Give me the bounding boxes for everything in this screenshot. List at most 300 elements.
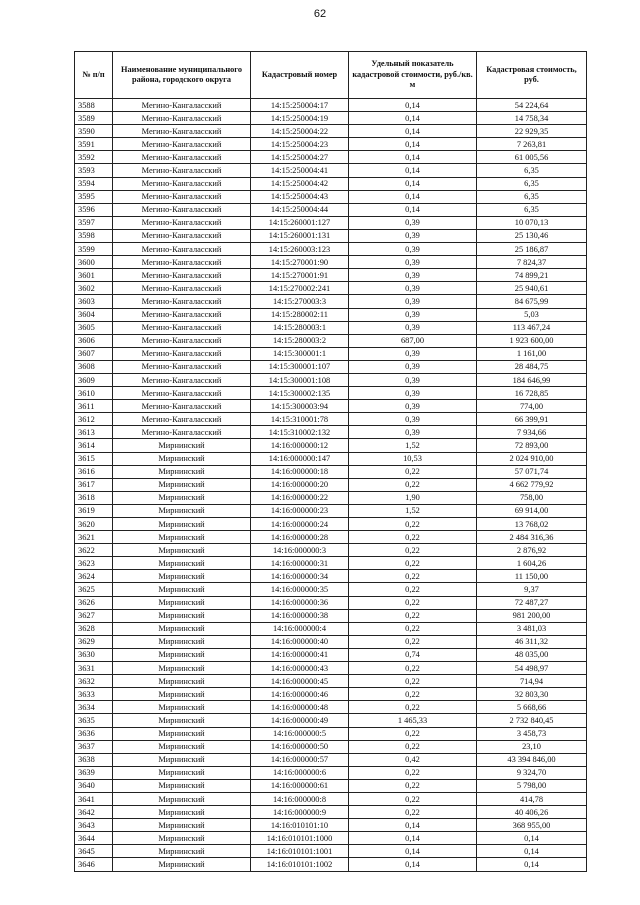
cadastral-cost: 32 803,30 xyxy=(477,688,587,701)
district-name: Мирнинский xyxy=(113,819,251,832)
cadastral-number: 14:16:000000:147 xyxy=(251,452,349,465)
district-name: Мегино-Кангаласский xyxy=(113,203,251,216)
specific-value: 1,52 xyxy=(349,504,477,517)
cadastral-cost: 774,00 xyxy=(477,400,587,413)
row-number: 3620 xyxy=(75,518,113,531)
row-number: 3598 xyxy=(75,229,113,242)
row-number: 3619 xyxy=(75,504,113,517)
cadastral-cost: 6,35 xyxy=(477,203,587,216)
specific-value: 0,39 xyxy=(349,216,477,229)
row-number: 3589 xyxy=(75,112,113,125)
row-number: 3637 xyxy=(75,740,113,753)
row-number: 3611 xyxy=(75,400,113,413)
specific-value: 0,22 xyxy=(349,622,477,635)
row-number: 3604 xyxy=(75,308,113,321)
cadastral-number: 14:16:000000:48 xyxy=(251,701,349,714)
table-row xyxy=(75,99,587,112)
cadastral-number: 14:15:260001:127 xyxy=(251,216,349,229)
district-name: Мегино-Кангаласский xyxy=(113,387,251,400)
table-row xyxy=(75,243,587,256)
district-name: Мирнинский xyxy=(113,544,251,557)
cadastral-number: 14:16:000000:46 xyxy=(251,688,349,701)
cadastral-number: 14:15:260003:123 xyxy=(251,243,349,256)
specific-value: 0,39 xyxy=(349,347,477,360)
cadastral-number: 14:16:000000:18 xyxy=(251,465,349,478)
cadastral-cost: 54 224,64 xyxy=(477,99,587,112)
cadastral-cost: 6,35 xyxy=(477,177,587,190)
table-row xyxy=(75,465,587,478)
table-body xyxy=(75,99,587,872)
row-number: 3618 xyxy=(75,491,113,504)
table-row xyxy=(75,518,587,531)
district-name: Мегино-Кангаласский xyxy=(113,295,251,308)
table-row xyxy=(75,740,587,753)
cadastral-number: 14:15:250004:17 xyxy=(251,99,349,112)
row-number: 3616 xyxy=(75,465,113,478)
specific-value: 0,14 xyxy=(349,138,477,151)
specific-value: 687,00 xyxy=(349,334,477,347)
specific-value: 0,22 xyxy=(349,806,477,819)
cadastral-cost: 6,35 xyxy=(477,190,587,203)
row-number: 3606 xyxy=(75,334,113,347)
cadastral-cost: 5 668,66 xyxy=(477,701,587,714)
specific-value: 0,14 xyxy=(349,190,477,203)
specific-value: 0,39 xyxy=(349,269,477,282)
cadastral-number: 14:16:000000:9 xyxy=(251,806,349,819)
cadastral-cost: 2 876,92 xyxy=(477,544,587,557)
row-number: 3642 xyxy=(75,806,113,819)
table-row xyxy=(75,583,587,596)
specific-value: 0,39 xyxy=(349,295,477,308)
row-number: 3626 xyxy=(75,596,113,609)
table-row xyxy=(75,452,587,465)
cadastral-number: 14:16:000000:28 xyxy=(251,531,349,544)
table-row xyxy=(75,282,587,295)
cadastral-cost: 28 484,75 xyxy=(477,360,587,373)
cadastral-cost: 48 035,00 xyxy=(477,648,587,661)
specific-value: 0,22 xyxy=(349,701,477,714)
table-row xyxy=(75,426,587,439)
row-number: 3624 xyxy=(75,570,113,583)
specific-value: 0,22 xyxy=(349,478,477,491)
specific-value: 0,22 xyxy=(349,766,477,779)
row-number: 3634 xyxy=(75,701,113,714)
row-number: 3629 xyxy=(75,635,113,648)
cadastral-number: 14:16:010101:1002 xyxy=(251,858,349,871)
district-name: Мирнинский xyxy=(113,779,251,792)
row-number: 3633 xyxy=(75,688,113,701)
table-row xyxy=(75,675,587,688)
district-name: Мирнинский xyxy=(113,832,251,845)
row-number: 3588 xyxy=(75,99,113,112)
cadastral-number: 14:16:000000:34 xyxy=(251,570,349,583)
specific-value: 0,39 xyxy=(349,426,477,439)
table-row xyxy=(75,727,587,740)
table-row xyxy=(75,112,587,125)
table-row xyxy=(75,701,587,714)
district-name: Мегино-Кангаласский xyxy=(113,413,251,426)
cadastral-number: 14:16:000000:3 xyxy=(251,544,349,557)
district-name: Мирнинский xyxy=(113,583,251,596)
table-row xyxy=(75,557,587,570)
table-row xyxy=(75,387,587,400)
cadastral-cost: 184 646,99 xyxy=(477,373,587,386)
table-row xyxy=(75,766,587,779)
district-name: Мегино-Кангаласский xyxy=(113,151,251,164)
cadastral-number: 14:15:260001:131 xyxy=(251,229,349,242)
cadastral-cost: 74 899,21 xyxy=(477,269,587,282)
table-row xyxy=(75,832,587,845)
specific-value: 0,22 xyxy=(349,596,477,609)
specific-value: 0,22 xyxy=(349,688,477,701)
district-name: Мирнинский xyxy=(113,491,251,504)
specific-value: 0,14 xyxy=(349,164,477,177)
table-row xyxy=(75,125,587,138)
table-row xyxy=(75,229,587,242)
district-name: Мирнинский xyxy=(113,688,251,701)
table-row xyxy=(75,413,587,426)
cadastral-number: 14:16:000000:31 xyxy=(251,557,349,570)
table-row xyxy=(75,269,587,282)
cadastral-cost: 2 484 316,36 xyxy=(477,531,587,544)
cadastral-cost: 1 923 600,00 xyxy=(477,334,587,347)
cadastral-cost: 23,10 xyxy=(477,740,587,753)
specific-value: 0,14 xyxy=(349,858,477,871)
row-number: 3625 xyxy=(75,583,113,596)
cadastral-cost: 57 071,74 xyxy=(477,465,587,478)
row-number: 3595 xyxy=(75,190,113,203)
cadastral-cost: 6,35 xyxy=(477,164,587,177)
cadastral-number: 14:16:000000:23 xyxy=(251,504,349,517)
table-row xyxy=(75,151,587,164)
cadastral-number: 14:16:000000:40 xyxy=(251,635,349,648)
specific-value: 0,14 xyxy=(349,112,477,125)
table-row xyxy=(75,570,587,583)
row-number: 3645 xyxy=(75,845,113,858)
table-row xyxy=(75,347,587,360)
cadastral-number: 14:15:300001:108 xyxy=(251,373,349,386)
district-name: Мирнинский xyxy=(113,845,251,858)
district-name: Мегино-Кангаласский xyxy=(113,308,251,321)
cadastral-number: 14:16:000000:36 xyxy=(251,596,349,609)
district-name: Мегино-Кангаласский xyxy=(113,256,251,269)
row-number: 3623 xyxy=(75,557,113,570)
cadastral-number: 14:16:010101:1001 xyxy=(251,845,349,858)
row-number: 3599 xyxy=(75,243,113,256)
cadastral-number: 14:16:000000:6 xyxy=(251,766,349,779)
cadastral-number: 14:15:300001:1 xyxy=(251,347,349,360)
cadastral-cost: 10 070,13 xyxy=(477,216,587,229)
table-row xyxy=(75,256,587,269)
district-name: Мегино-Кангаласский xyxy=(113,138,251,151)
cadastral-number: 14:16:000000:20 xyxy=(251,478,349,491)
cadastral-cost: 54 498,97 xyxy=(477,662,587,675)
table-row xyxy=(75,779,587,792)
row-number: 3631 xyxy=(75,662,113,675)
row-number: 3646 xyxy=(75,858,113,871)
district-name: Мегино-Кангаласский xyxy=(113,400,251,413)
cadastral-number: 14:16:000000:12 xyxy=(251,439,349,452)
table-row xyxy=(75,190,587,203)
cadastral-cost: 2 732 840,45 xyxy=(477,714,587,727)
district-name: Мирнинский xyxy=(113,806,251,819)
cadastral-number: 14:16:000000:24 xyxy=(251,518,349,531)
district-name: Мирнинский xyxy=(113,740,251,753)
district-name: Мирнинский xyxy=(113,622,251,635)
district-name: Мегино-Кангаласский xyxy=(113,321,251,334)
row-number: 3640 xyxy=(75,779,113,792)
cadastral-number: 14:15:310002:132 xyxy=(251,426,349,439)
cadastral-number: 14:16:000000:45 xyxy=(251,675,349,688)
specific-value: 0,39 xyxy=(349,282,477,295)
cadastral-number: 14:15:300003:94 xyxy=(251,400,349,413)
row-number: 3636 xyxy=(75,727,113,740)
row-number: 3602 xyxy=(75,282,113,295)
header-cadastral-cost: Кадастровая стоимость, руб. xyxy=(477,52,587,99)
table-row xyxy=(75,792,587,805)
specific-value: 0,42 xyxy=(349,753,477,766)
district-name: Мирнинский xyxy=(113,596,251,609)
cadastral-number: 14:16:000000:41 xyxy=(251,648,349,661)
specific-value: 0,39 xyxy=(349,243,477,256)
district-name: Мегино-Кангаласский xyxy=(113,190,251,203)
district-name: Мегино-Кангаласский xyxy=(113,282,251,295)
specific-value: 0,39 xyxy=(349,400,477,413)
row-number: 3641 xyxy=(75,792,113,805)
cadastral-cost: 3 481,03 xyxy=(477,622,587,635)
district-name: Мегино-Кангаласский xyxy=(113,373,251,386)
cadastral-number: 14:15:280003:2 xyxy=(251,334,349,347)
cadastral-cost: 11 150,00 xyxy=(477,570,587,583)
table-row xyxy=(75,622,587,635)
specific-value: 0,22 xyxy=(349,675,477,688)
row-number: 3601 xyxy=(75,269,113,282)
district-name: Мирнинский xyxy=(113,792,251,805)
district-name: Мирнинский xyxy=(113,465,251,478)
table-row xyxy=(75,203,587,216)
district-name: Мегино-Кангаласский xyxy=(113,229,251,242)
cadastral-number: 14:15:310001:78 xyxy=(251,413,349,426)
table-row xyxy=(75,400,587,413)
table-row xyxy=(75,635,587,648)
district-name: Мирнинский xyxy=(113,714,251,727)
specific-value: 0,14 xyxy=(349,151,477,164)
cadastral-cost: 0,14 xyxy=(477,845,587,858)
district-name: Мирнинский xyxy=(113,648,251,661)
district-name: Мегино-Кангаласский xyxy=(113,216,251,229)
district-name: Мегино-Кангаласский xyxy=(113,334,251,347)
cadastral-number: 14:16:000000:22 xyxy=(251,491,349,504)
row-number: 3632 xyxy=(75,675,113,688)
specific-value: 0,39 xyxy=(349,413,477,426)
district-name: Мирнинский xyxy=(113,858,251,871)
cadastral-number: 14:16:000000:4 xyxy=(251,622,349,635)
district-name: Мирнинский xyxy=(113,662,251,675)
table-row xyxy=(75,531,587,544)
specific-value: 0,14 xyxy=(349,177,477,190)
district-name: Мирнинский xyxy=(113,675,251,688)
cadastral-cost: 0,14 xyxy=(477,858,587,871)
district-name: Мегино-Кангаласский xyxy=(113,112,251,125)
table-row xyxy=(75,596,587,609)
row-number: 3610 xyxy=(75,387,113,400)
district-name: Мирнинский xyxy=(113,531,251,544)
row-number: 3590 xyxy=(75,125,113,138)
specific-value: 0,22 xyxy=(349,635,477,648)
cadastral-number: 14:15:280002:11 xyxy=(251,308,349,321)
cadastral-number: 14:15:270001:90 xyxy=(251,256,349,269)
cadastral-cost: 4 662 779,92 xyxy=(477,478,587,491)
specific-value: 0,22 xyxy=(349,570,477,583)
specific-value: 0,22 xyxy=(349,792,477,805)
cadastral-cost: 368 955,00 xyxy=(477,819,587,832)
cadastral-cost: 25 186,87 xyxy=(477,243,587,256)
district-name: Мегино-Кангаласский xyxy=(113,269,251,282)
specific-value: 0,14 xyxy=(349,832,477,845)
table-row xyxy=(75,308,587,321)
header-district: Наименование муниципального района, городского округа xyxy=(113,52,251,99)
row-number: 3635 xyxy=(75,714,113,727)
row-number: 3596 xyxy=(75,203,113,216)
specific-value: 0,22 xyxy=(349,557,477,570)
table-row xyxy=(75,609,587,622)
table-row xyxy=(75,858,587,871)
table-row xyxy=(75,177,587,190)
district-name: Мирнинский xyxy=(113,452,251,465)
table-row xyxy=(75,753,587,766)
cadastral-cost: 43 394 846,00 xyxy=(477,753,587,766)
cadastral-cost: 13 768,02 xyxy=(477,518,587,531)
table-row xyxy=(75,504,587,517)
cadastral-cost: 25 130,46 xyxy=(477,229,587,242)
header-cadastral-number: Кадастровый номер xyxy=(251,52,349,99)
cadastral-cost: 16 728,85 xyxy=(477,387,587,400)
table-row xyxy=(75,544,587,557)
district-name: Мирнинский xyxy=(113,478,251,491)
cadastral-cost: 3 458,73 xyxy=(477,727,587,740)
district-name: Мегино-Кангаласский xyxy=(113,125,251,138)
table-row xyxy=(75,138,587,151)
table-row xyxy=(75,373,587,386)
specific-value: 0,14 xyxy=(349,125,477,138)
row-number: 3612 xyxy=(75,413,113,426)
row-number: 3613 xyxy=(75,426,113,439)
cadastral-cost: 22 929,35 xyxy=(477,125,587,138)
row-number: 3607 xyxy=(75,347,113,360)
cadastral-cost: 40 406,26 xyxy=(477,806,587,819)
specific-value: 0,14 xyxy=(349,99,477,112)
specific-value: 0,39 xyxy=(349,387,477,400)
cadastral-cost: 66 399,91 xyxy=(477,413,587,426)
cadastral-cost: 981 200,00 xyxy=(477,609,587,622)
cadastral-cost: 7 824,37 xyxy=(477,256,587,269)
specific-value: 0,39 xyxy=(349,256,477,269)
row-number: 3603 xyxy=(75,295,113,308)
table-header-row xyxy=(75,52,587,99)
district-name: Мегино-Кангаласский xyxy=(113,347,251,360)
district-name: Мирнинский xyxy=(113,635,251,648)
row-number: 3593 xyxy=(75,164,113,177)
district-name: Мегино-Кангаласский xyxy=(113,243,251,256)
district-name: Мегино-Кангаласский xyxy=(113,164,251,177)
district-name: Мирнинский xyxy=(113,439,251,452)
row-number: 3630 xyxy=(75,648,113,661)
district-name: Мирнинский xyxy=(113,753,251,766)
row-number: 3600 xyxy=(75,256,113,269)
cadastral-number: 14:16:000000:50 xyxy=(251,740,349,753)
district-name: Мегино-Кангаласский xyxy=(113,426,251,439)
row-number: 3644 xyxy=(75,832,113,845)
cadastral-cost: 1 604,26 xyxy=(477,557,587,570)
cadastral-cost: 5 798,00 xyxy=(477,779,587,792)
table-row xyxy=(75,819,587,832)
table-row xyxy=(75,491,587,504)
cadastral-number: 14:15:250004:22 xyxy=(251,125,349,138)
row-number: 3638 xyxy=(75,753,113,766)
specific-value: 1 465,33 xyxy=(349,714,477,727)
cadastral-cost: 1 161,00 xyxy=(477,347,587,360)
specific-value: 0,22 xyxy=(349,740,477,753)
cadastral-number: 14:16:000000:35 xyxy=(251,583,349,596)
row-number: 3628 xyxy=(75,622,113,635)
specific-value: 0,14 xyxy=(349,819,477,832)
cadastral-number: 14:15:270002:241 xyxy=(251,282,349,295)
table-row xyxy=(75,216,587,229)
cadastral-cost: 9 324,70 xyxy=(477,766,587,779)
cadastral-cost: 0,14 xyxy=(477,832,587,845)
cadastral-cost: 61 005,56 xyxy=(477,151,587,164)
cadastral-cost: 113 467,24 xyxy=(477,321,587,334)
cadastral-cost: 9,37 xyxy=(477,583,587,596)
specific-value: 0,14 xyxy=(349,203,477,216)
table-row xyxy=(75,478,587,491)
specific-value: 0,22 xyxy=(349,465,477,478)
specific-value: 10,53 xyxy=(349,452,477,465)
cadastral-cost: 72 893,00 xyxy=(477,439,587,452)
cadastral-number: 14:16:000000:5 xyxy=(251,727,349,740)
table-row xyxy=(75,714,587,727)
cadastral-number: 14:15:250004:23 xyxy=(251,138,349,151)
district-name: Мирнинский xyxy=(113,727,251,740)
cadastral-cost: 2 024 910,00 xyxy=(477,452,587,465)
cadastral-number: 14:15:300001:107 xyxy=(251,360,349,373)
cadastral-number: 14:16:010101:1000 xyxy=(251,832,349,845)
district-name: Мирнинский xyxy=(113,766,251,779)
cadastral-number: 14:15:250004:19 xyxy=(251,112,349,125)
cadastral-number: 14:15:250004:27 xyxy=(251,151,349,164)
row-number: 3614 xyxy=(75,439,113,452)
cadastral-cost: 758,00 xyxy=(477,491,587,504)
cadastral-cost: 46 311,32 xyxy=(477,635,587,648)
specific-value: 1,90 xyxy=(349,491,477,504)
specific-value: 0,39 xyxy=(349,373,477,386)
specific-value: 0,39 xyxy=(349,321,477,334)
cadastral-number: 14:16:010101:10 xyxy=(251,819,349,832)
cadastral-number: 14:15:270003:3 xyxy=(251,295,349,308)
table-row xyxy=(75,164,587,177)
cadastral-number: 14:16:000000:8 xyxy=(251,792,349,805)
cadastral-cost: 84 675,99 xyxy=(477,295,587,308)
specific-value: 0,22 xyxy=(349,544,477,557)
district-name: Мирнинский xyxy=(113,701,251,714)
district-name: Мирнинский xyxy=(113,570,251,583)
cadastral-cost: 414,78 xyxy=(477,792,587,805)
district-name: Мирнинский xyxy=(113,609,251,622)
cadastral-number: 14:16:000000:43 xyxy=(251,662,349,675)
table-row xyxy=(75,806,587,819)
cadastral-cost: 25 940,61 xyxy=(477,282,587,295)
cadastral-number: 14:16:000000:38 xyxy=(251,609,349,622)
